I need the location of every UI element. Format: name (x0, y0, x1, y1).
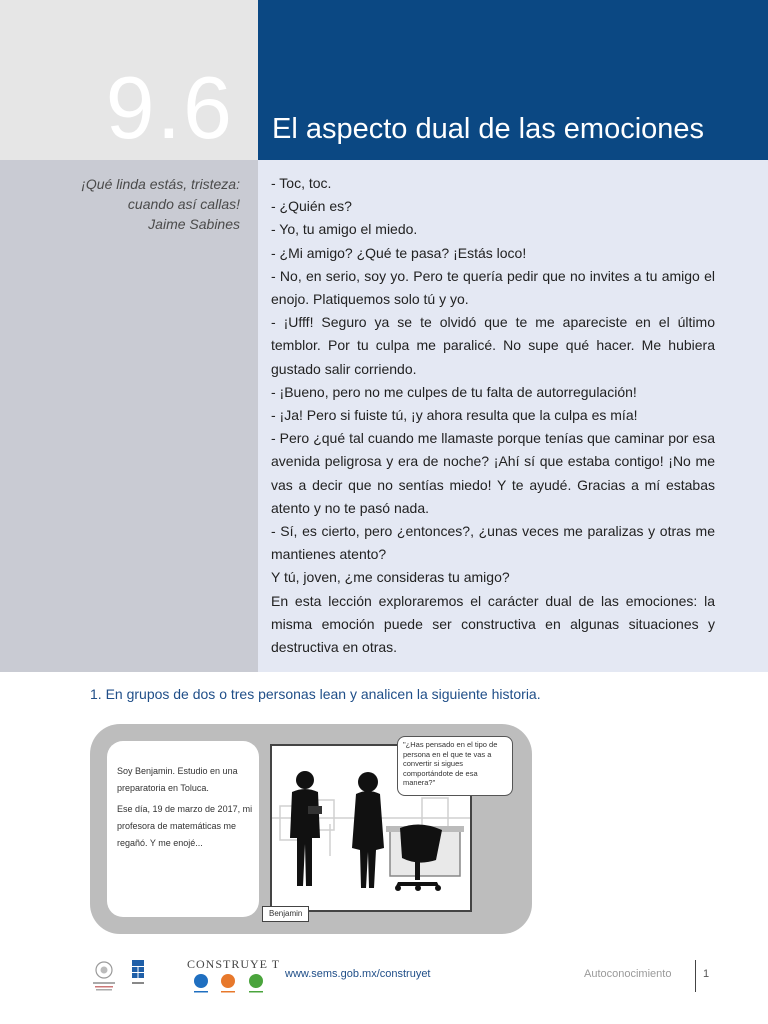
teacher-silhouette (352, 772, 384, 888)
lesson-title: El aspecto dual de las emociones (272, 113, 705, 145)
epigraph-author: Jaime Sabines (148, 216, 240, 232)
speech-bubble: "¿Has pensado en el tipo de persona en el que te vas a convertir si sigues comportándote de esa manera?" (397, 736, 513, 796)
page-number: 1 (703, 968, 710, 980)
government-seal-logo (90, 958, 118, 994)
office-chair (395, 824, 442, 891)
student-silhouette (290, 771, 322, 886)
footer-divider (695, 960, 696, 992)
activity-instruction: 1. En grupos de dos o tres personas lean y analicen la siguiente historia. (90, 686, 541, 702)
dialogue-line: - ¿Quién es? (271, 198, 352, 215)
brand-dimension-icons (190, 972, 270, 994)
dialogue-column (258, 160, 768, 672)
conoce-t-icon (194, 974, 208, 988)
dialogue-line: Y tú, joven, ¿me consideras tu amigo? (271, 569, 510, 586)
epigraph-line: ¡Qué linda estás, tristeza: (81, 176, 240, 192)
narration-text (117, 763, 253, 856)
dialogue-line: - ¿Mi amigo? ¿Qué te pasa? ¡Estás loco! (271, 244, 527, 261)
dialogue-line: - ¡Ufff! Seguro ya se te olvidó que te me apareciste en el último temblor. Por tu culpa me paralicé. No supe qué hacer. Me hubiera gustado salir corriendo. (271, 314, 715, 377)
lesson-title-block (258, 0, 768, 160)
lesson-number-block (0, 0, 258, 160)
undp-logo (132, 960, 144, 988)
narration-box (107, 741, 259, 917)
dialogue-line: - Sí, es cierto, pero ¿entonces?, ¿unas veces me paralizas y otras me mantienes atento? (271, 523, 715, 563)
brand-name: CONSTRUYE T (187, 957, 281, 971)
lesson-number: 9.6 (105, 58, 234, 157)
dialogue-line: - No, en serio, soy yo. Pero te quería pedir que no invites a tu amigo el enojo. Platiquemos solo tú y yo. (271, 267, 715, 308)
website-link[interactable]: www.sems.gob.mx/construyet (285, 968, 431, 980)
dialogue-line: - ¡Bueno, pero no me culpes de tu falta de autorregulación! (271, 383, 637, 400)
dialogue-line: - Toc, toc. (271, 175, 332, 191)
dialogue-line: - ¡Ja! Pero si fuiste tú, ¡y ahora resulta que la culpa es mía! (271, 407, 638, 424)
narration-paragraph: Soy Benjamin. Estudio en una preparatoria en Toluca. (117, 766, 238, 793)
dialogue-list (271, 172, 715, 659)
epigraph-line: cuando así callas! (127, 196, 240, 212)
character-caption: Benjamin (262, 906, 309, 922)
dialogue-line: - Yo, tu amigo el miedo. (271, 221, 418, 238)
dialogue-line: En esta lección exploraremos el carácter dual de las emociones: la misma emoción puede ser constructiva en algunas situaciones y destructiva en otras. (271, 592, 715, 656)
epigraph (20, 174, 240, 234)
dialogue-line: - Pero ¿qué tal cuando me llamaste porque tenías que caminar por esa avenida peligrosa y era de noche? ¡Ahí sí que estaba contigo! ¡No me vas a decir que no sentías miedo! Y te ayudé. Gracias a mí estabas atento y no te pasó nada. (271, 430, 715, 516)
narration-paragraph: Ese día, 19 de marzo de 2017, mi profesora de matemáticas me regañó. Y me enojé... (117, 804, 253, 848)
relaciona-t-icon (221, 974, 235, 988)
epigraph-column (0, 160, 258, 672)
elige-t-icon (249, 974, 263, 988)
section-name: Autoconocimiento (584, 968, 672, 980)
